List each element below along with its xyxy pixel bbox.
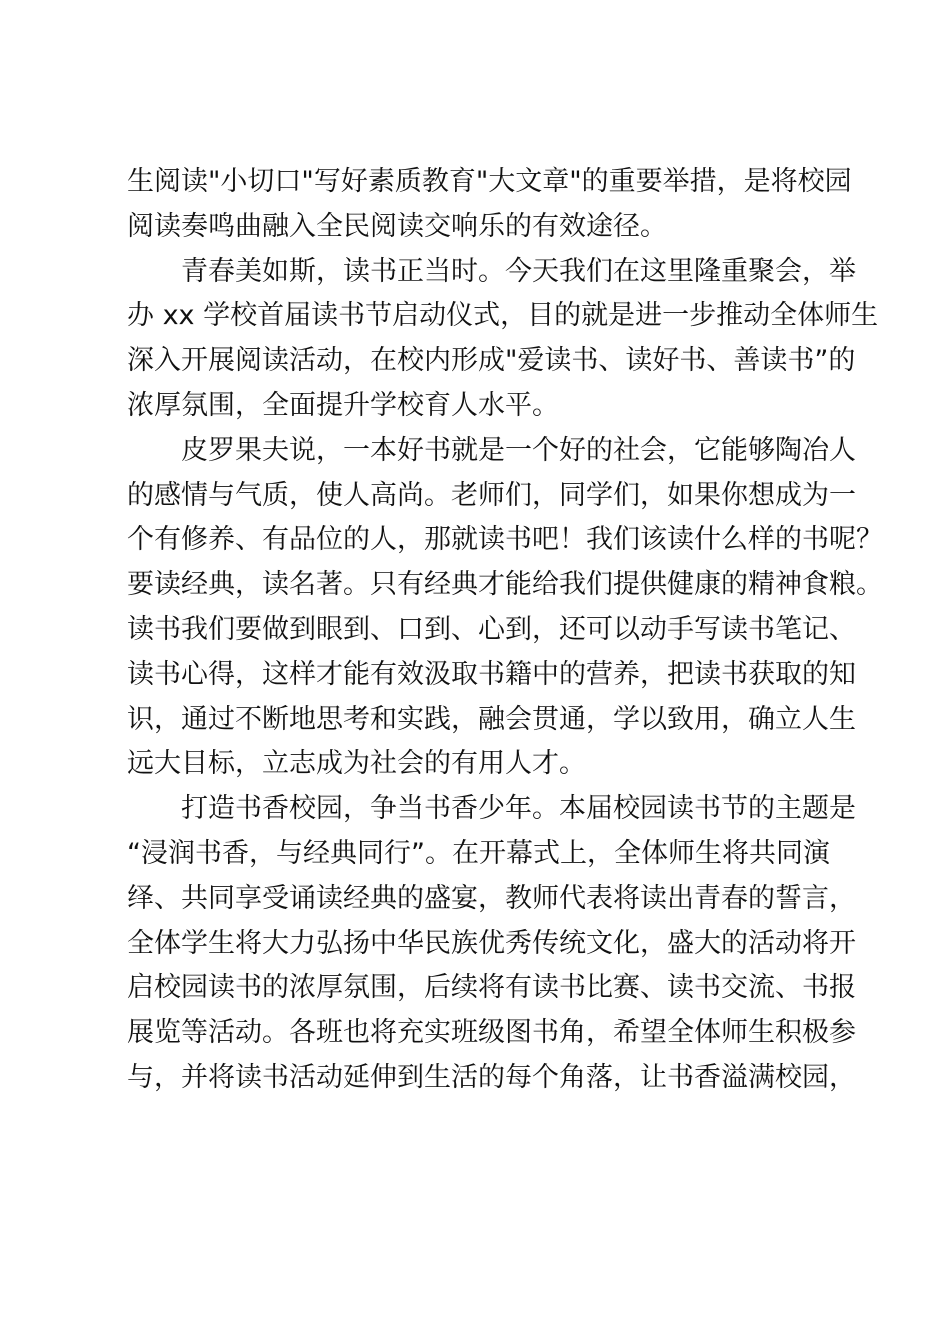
text-line: 深入开展阅读活动，在校内形成"爱读书、读好书、善读书”的 — [127, 345, 856, 377]
text-line: 个有修养、有品位的人，那就读书吧！我们该读什么样的书呢？ — [127, 524, 883, 556]
text-line: 生阅读"小切口"写好素质教育"大文章"的重要举措，是将校园 — [127, 166, 852, 197]
paragraph-first-line: 青春美如斯，读书正当时。今天我们在这里隆重聚会，举 — [181, 255, 856, 287]
text-line: 读书我们要做到眼到、口到、心到，还可以动手写读书笔记、 — [127, 613, 856, 645]
text-line: 与，并将读书活动延伸到生活的每个角落，让书香溢满校园， — [127, 1061, 856, 1093]
text-line: “浸润书香，与经典同行”。在开幕式上，全体师生将共同演 — [127, 837, 830, 869]
paragraph-first-line: 打造书香校园，争当书香少年。本届校园读书节的主题是 — [181, 793, 856, 825]
text-line: 浓厚氛围，全面提升学校育人水平。 — [127, 389, 559, 421]
document-body-text — [127, 160, 883, 1101]
text-line: 远大目标，立志成为社会的有用人才。 — [127, 748, 586, 780]
text-line: 的感情与气质，使人高尚。老师们，同学们，如果你想成为一 — [127, 479, 856, 511]
text-line: 要读经典，读名著。只有经典才能给我们提供健康的精神食粮。 — [127, 569, 883, 601]
text-line: 绎、共同享受诵读经典的盛宴，教师代表将读出青春的誓言， — [127, 882, 856, 914]
text-line: 阅读奏鸣曲融入全民阅读交响乐的有效途径。 — [127, 210, 667, 242]
text-line: 识，通过不断地思考和实践，融会贯通，学以致用，确立人生 — [127, 703, 856, 735]
text-line: 全体学生将大力弘扬中华民族优秀传统文化，盛大的活动将开 — [127, 927, 856, 959]
text-line: 办 xx 学校首届读书节启动仪式，目的就是进一步推动全体师生 — [127, 300, 879, 332]
text-line: 展览等活动。各班也将充实班级图书角，希望全体师生积极参 — [127, 1017, 856, 1049]
paragraph-first-line: 皮罗果夫说，一本好书就是一个好的社会，它能够陶冶人 — [181, 434, 856, 466]
text-line: 启校园读书的浓厚氛围，后续将有读书比赛、读书交流、书报 — [127, 972, 856, 1004]
text-line: 读书心得，这样才能有效汲取书籍中的营养，把读书获取的知 — [127, 658, 856, 690]
